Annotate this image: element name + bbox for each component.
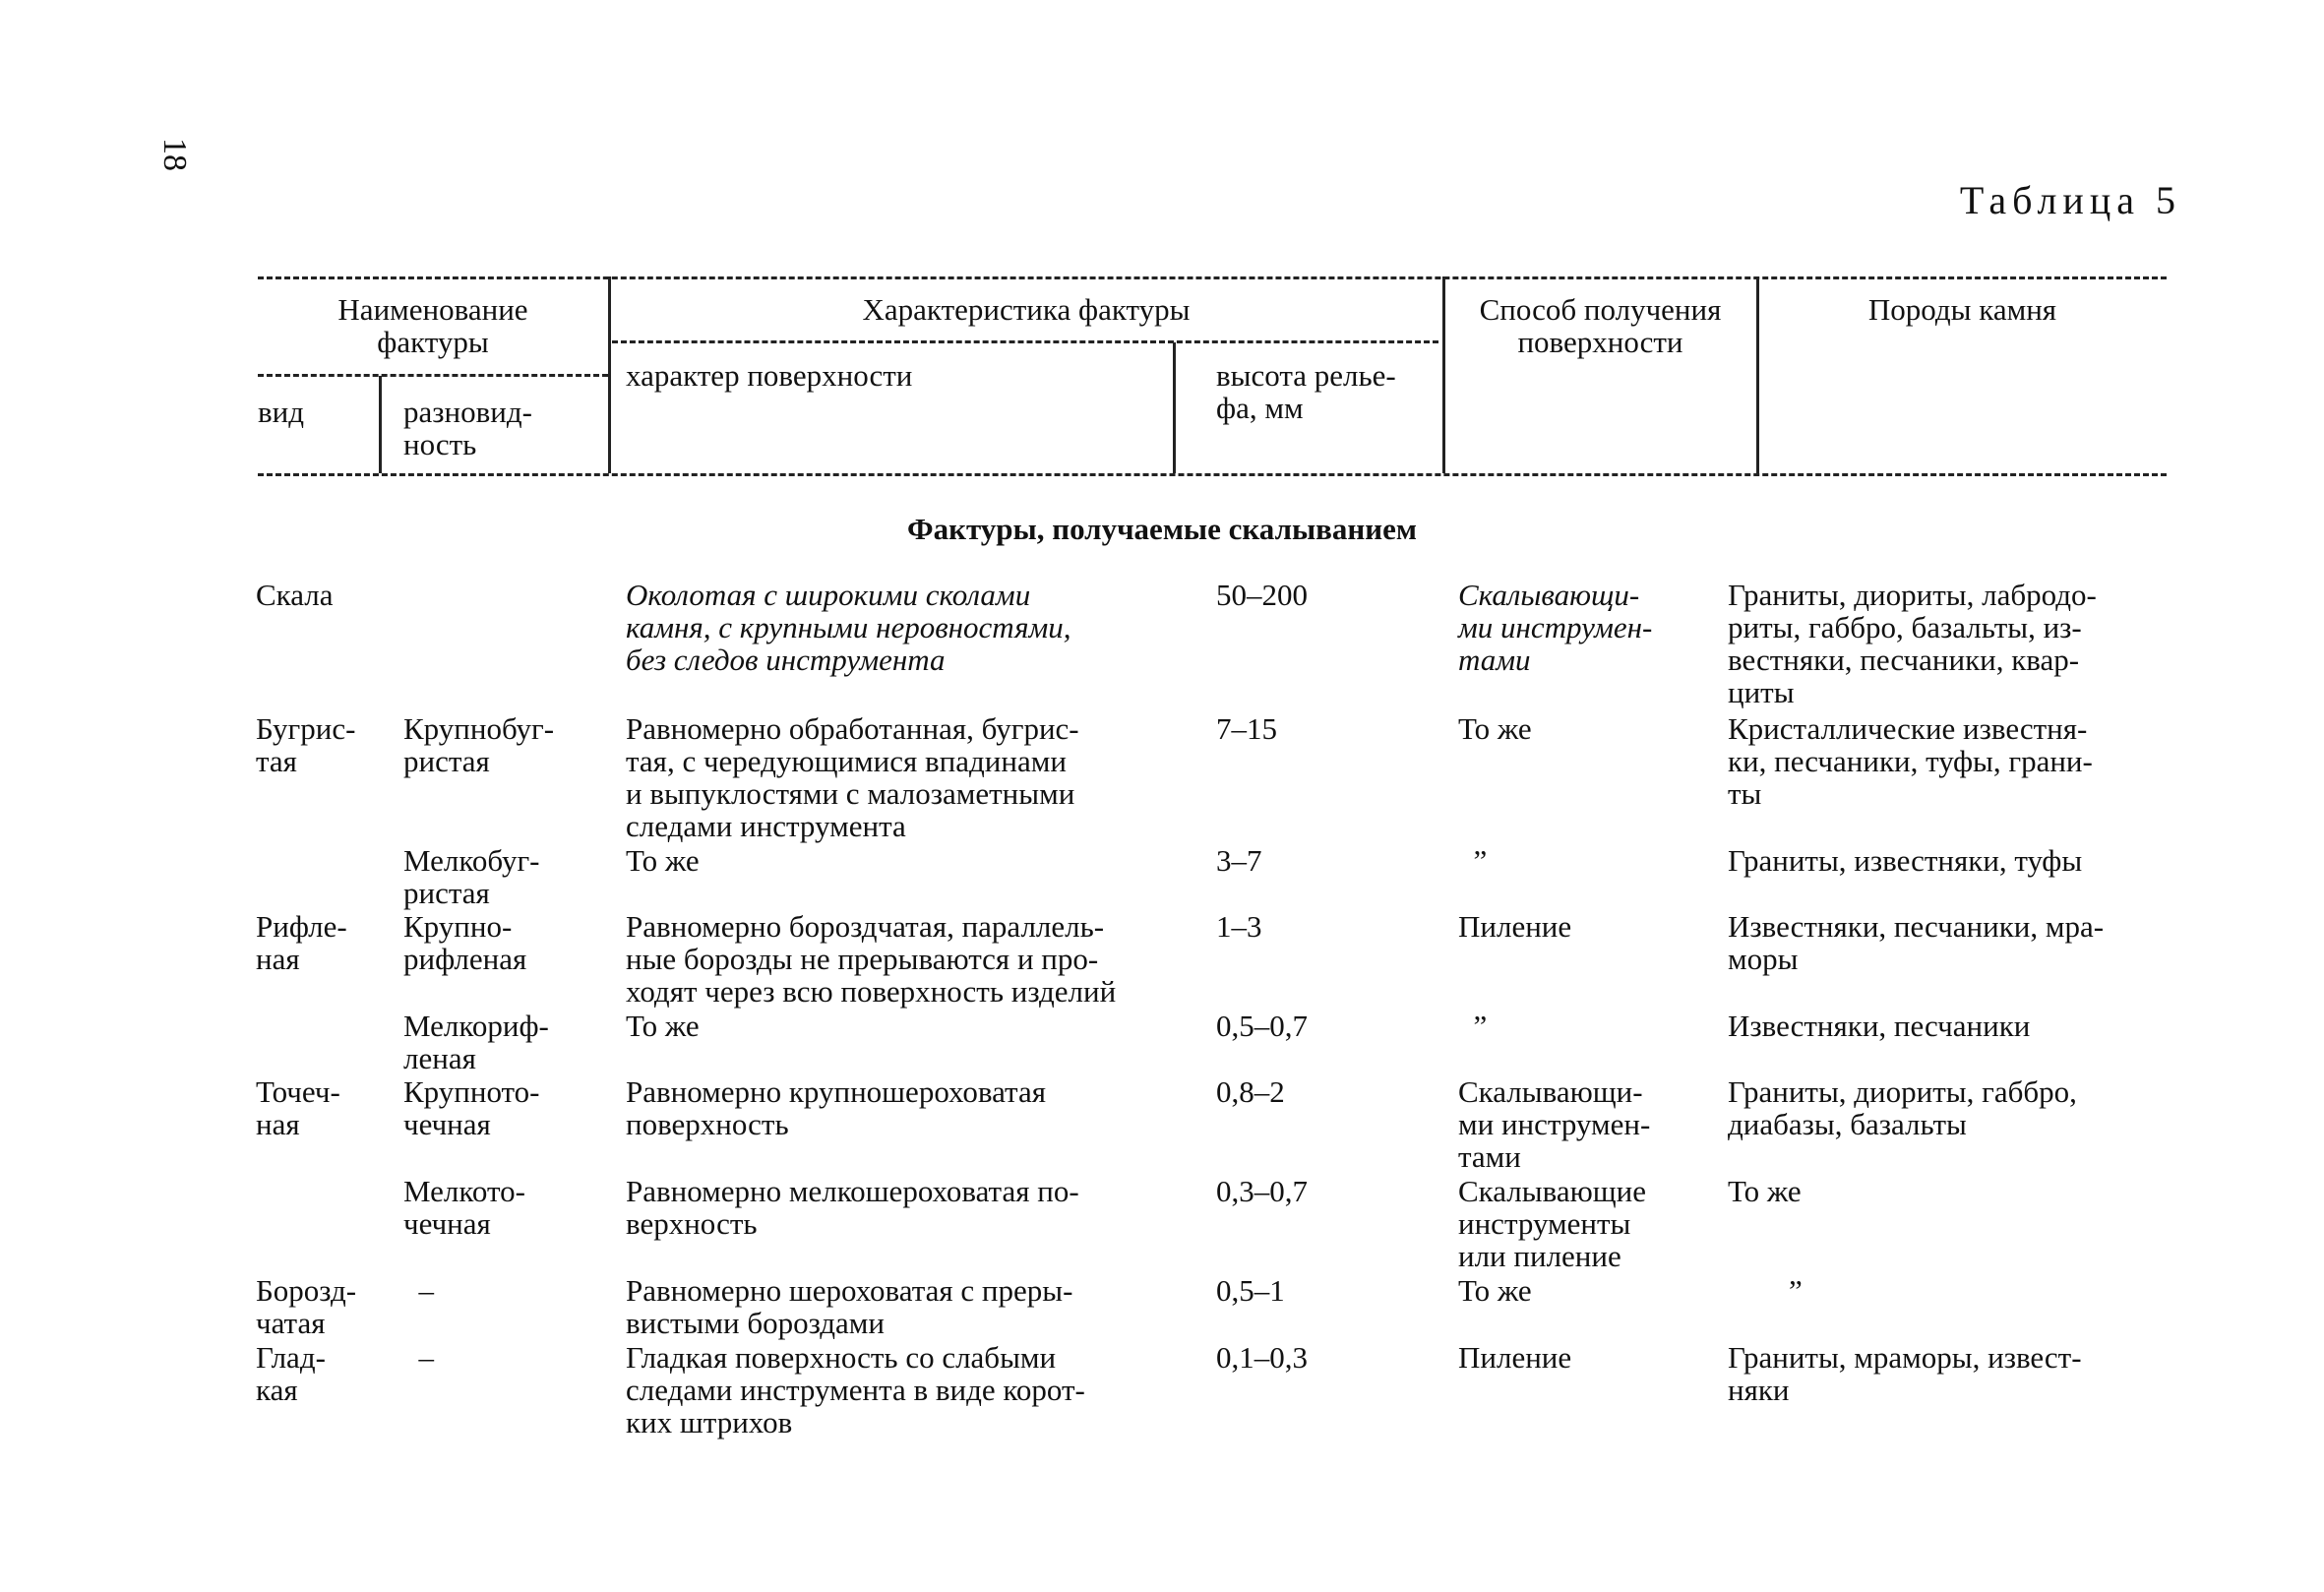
cell-variety bbox=[403, 910, 526, 975]
cell-variety-line: рифленая bbox=[403, 942, 527, 976]
header-method-line-2: поверхности bbox=[1517, 325, 1683, 359]
cell-method-line: Пиление bbox=[1458, 909, 1572, 944]
cell-stones-line: Граниты, известняки, туфы bbox=[1728, 843, 2083, 878]
cell-type bbox=[256, 1341, 326, 1406]
cell-method-line: То же bbox=[1458, 1273, 1532, 1308]
cell-variety-line: Мелкото- bbox=[403, 1174, 525, 1208]
header-divider-3 bbox=[1173, 342, 1176, 473]
cell-method-line: ми инструмен- bbox=[1458, 1107, 1651, 1141]
cell-method bbox=[1458, 1341, 1571, 1374]
cell-stones bbox=[1728, 1341, 2082, 1406]
header-type: вид bbox=[258, 395, 304, 429]
cell-type-line: чатая bbox=[256, 1306, 326, 1340]
cell-relief bbox=[1216, 712, 1277, 745]
cell-variety bbox=[403, 1274, 434, 1307]
cell-surface-line: То же bbox=[626, 1009, 700, 1043]
cell-stones bbox=[1728, 844, 2082, 877]
cell-method-line: тами bbox=[1458, 643, 1531, 677]
cell-surface-line: Равномерно мелкошероховатая по- bbox=[626, 1174, 1079, 1208]
cell-method bbox=[1458, 1075, 1650, 1173]
cell-relief-line: 0,5–1 bbox=[1216, 1273, 1285, 1308]
cell-relief bbox=[1216, 1010, 1308, 1042]
cell-relief bbox=[1216, 579, 1308, 611]
header-sub-rule-middle bbox=[612, 340, 1438, 343]
cell-surface bbox=[626, 910, 1116, 1008]
cell-type bbox=[256, 1075, 340, 1140]
cell-relief bbox=[1216, 844, 1262, 877]
cell-method bbox=[1458, 579, 1652, 676]
cell-surface-line: и выпуклостями с малозаметными bbox=[626, 776, 1075, 811]
header-method-line-1: Способ получения bbox=[1479, 292, 1722, 327]
cell-method-line: Пиление bbox=[1458, 1340, 1572, 1375]
header-relief-line-1: высота релье- bbox=[1216, 358, 1396, 393]
cell-surface-line: камня, с крупными неровностями, bbox=[626, 610, 1071, 644]
cell-type-line: кая bbox=[256, 1373, 298, 1407]
cell-variety-line: чечная bbox=[403, 1107, 491, 1141]
cell-stones bbox=[1728, 1175, 1802, 1207]
cell-type-line: Бугрис- bbox=[256, 711, 356, 746]
cell-method-line: Скалывающие bbox=[1458, 1174, 1646, 1208]
header-stones: Породы камня bbox=[1867, 292, 2057, 327]
cell-surface-line: без следов инструмента bbox=[626, 643, 946, 677]
cell-type-line: Глад- bbox=[256, 1340, 326, 1375]
cell-surface-line: тая, с чередующимися впадинами bbox=[626, 744, 1067, 778]
cell-surface-line: ходят через всю поверхность изделий bbox=[626, 974, 1117, 1009]
cell-method-line: Скалывающи- bbox=[1458, 578, 1640, 612]
cell-surface-line: Равномерно крупношероховатая bbox=[626, 1074, 1046, 1109]
cell-variety-line: Мелкобуг- bbox=[403, 843, 540, 878]
cell-method bbox=[1458, 1274, 1532, 1307]
cell-stones-line: То же bbox=[1728, 1174, 1802, 1208]
cell-stones bbox=[1728, 712, 2093, 810]
cell-surface bbox=[626, 1075, 1046, 1140]
cell-variety-line: Крупно- bbox=[403, 909, 513, 944]
cell-surface-line: То же bbox=[626, 843, 700, 878]
cell-stones-line: Граниты, диориты, габбро, bbox=[1728, 1074, 2077, 1109]
cell-method-line: То же bbox=[1458, 711, 1532, 746]
cell-surface-line: поверхность bbox=[626, 1107, 789, 1141]
cell-relief bbox=[1216, 910, 1262, 943]
cell-surface-line: следами инструмента bbox=[626, 809, 906, 843]
cell-type-line: Скала bbox=[256, 578, 334, 612]
cell-surface bbox=[626, 1010, 700, 1042]
cell-stones-line: Известняки, песчаники bbox=[1728, 1009, 2031, 1043]
cell-stones bbox=[1728, 1010, 2030, 1042]
cell-surface-line: вистыми бороздами bbox=[626, 1306, 886, 1340]
cell-variety bbox=[403, 1075, 540, 1140]
cell-surface bbox=[626, 579, 1071, 676]
cell-variety-line: Мелкориф- bbox=[403, 1009, 549, 1043]
cell-variety-line: – bbox=[403, 1340, 434, 1375]
cell-surface-line: ные борозды не прерываются и про- bbox=[626, 942, 1099, 976]
cell-variety-line: чечная bbox=[403, 1206, 491, 1241]
cell-surface bbox=[626, 712, 1079, 842]
header-relief bbox=[1216, 359, 1396, 424]
cell-stones-line: ” bbox=[1728, 1273, 1803, 1308]
cell-type-line: Точеч- bbox=[256, 1074, 340, 1109]
cell-stones-line: диабазы, базальты bbox=[1728, 1107, 1967, 1141]
cell-relief-line: 7–15 bbox=[1216, 711, 1277, 746]
table-title: Таблица 5 bbox=[1959, 178, 2181, 222]
cell-type bbox=[256, 579, 334, 611]
cell-surface-line: Околотая с широкими сколами bbox=[626, 578, 1031, 612]
cell-method bbox=[1458, 1175, 1646, 1272]
cell-relief-line: 1–3 bbox=[1216, 909, 1262, 944]
cell-method-line: ” bbox=[1458, 1009, 1488, 1043]
cell-surface-line: следами инструмента в виде корот- bbox=[626, 1373, 1085, 1407]
header-name-line-1: Наименование bbox=[337, 292, 528, 327]
header-name-line-2: фактуры bbox=[377, 325, 489, 359]
cell-method-line: или пиление bbox=[1458, 1239, 1621, 1273]
cell-relief-line: 50–200 bbox=[1216, 578, 1308, 612]
cell-type-line: Борозд- bbox=[256, 1273, 357, 1308]
header-characteristic-group: Характеристика фактуры bbox=[862, 292, 1191, 327]
cell-method bbox=[1458, 844, 1487, 877]
cell-stones-line: Известняки, песчаники, мра- bbox=[1728, 909, 2105, 944]
cell-variety bbox=[403, 1175, 525, 1240]
cell-relief-line: 0,3–0,7 bbox=[1216, 1174, 1308, 1208]
cell-surface-line: ких штрихов bbox=[626, 1405, 793, 1439]
cell-relief bbox=[1216, 1175, 1308, 1207]
cell-stones bbox=[1728, 1274, 1803, 1307]
cell-stones-line: Граниты, мраморы, извест- bbox=[1728, 1340, 2082, 1375]
cell-method-line: тами bbox=[1458, 1139, 1521, 1174]
cell-stones-line: Граниты, диориты, лабродо- bbox=[1728, 578, 2097, 612]
cell-surface-line: Равномерно бороздчатая, параллель- bbox=[626, 909, 1105, 944]
page-number: 18 bbox=[156, 138, 193, 171]
cell-surface-line: верхность bbox=[626, 1206, 758, 1241]
cell-type-line: ная bbox=[256, 1107, 300, 1141]
cell-stones-line: вестняки, песчаники, квар- bbox=[1728, 643, 2080, 677]
header-top-rule bbox=[258, 276, 2167, 279]
cell-surface-line: Равномерно шероховатая с преры- bbox=[626, 1273, 1073, 1308]
cell-variety-line: Крупнобуг- bbox=[403, 711, 555, 746]
cell-relief-line: 0,8–2 bbox=[1216, 1074, 1285, 1109]
cell-variety-line: леная bbox=[403, 1041, 476, 1075]
cell-stones-line: риты, габбро, базальты, из- bbox=[1728, 610, 2082, 644]
header-variety-line-2: ность bbox=[403, 427, 477, 461]
cell-type bbox=[256, 712, 355, 777]
cell-variety-line: ристая bbox=[403, 876, 490, 910]
header-relief-line-2: фа, мм bbox=[1216, 391, 1304, 425]
cell-relief-line: 3–7 bbox=[1216, 843, 1262, 878]
cell-variety-line: – bbox=[403, 1273, 434, 1308]
cell-variety-line: ристая bbox=[403, 744, 490, 778]
cell-variety bbox=[403, 1010, 549, 1074]
cell-stones-line: циты bbox=[1728, 675, 1795, 709]
cell-type bbox=[256, 910, 347, 975]
cell-stones-line: моры bbox=[1728, 942, 1799, 976]
cell-type-line: Рифле- bbox=[256, 909, 347, 944]
header-sub-rule-left bbox=[258, 374, 608, 377]
cell-stones bbox=[1728, 1075, 2077, 1140]
cell-surface-line: Гладкая поверхность со слабыми bbox=[626, 1340, 1057, 1375]
header-divider-1 bbox=[379, 376, 382, 473]
cell-relief-line: 0,5–0,7 bbox=[1216, 1009, 1308, 1043]
cell-surface bbox=[626, 844, 700, 877]
cell-method-line: ми инструмен- bbox=[1458, 610, 1653, 644]
cell-surface-line: Равномерно обработанная, бугрис- bbox=[626, 711, 1079, 746]
header-name-group bbox=[258, 293, 608, 358]
cell-method bbox=[1458, 910, 1571, 943]
cell-type bbox=[256, 1274, 356, 1339]
header-surface: характер поверхности bbox=[626, 358, 913, 393]
cell-stones-line: Кристаллические известня- bbox=[1728, 711, 2088, 746]
header-bottom-rule bbox=[258, 473, 2167, 476]
cell-stones bbox=[1728, 910, 2104, 975]
cell-variety-line: Крупното- bbox=[403, 1074, 540, 1109]
cell-relief bbox=[1216, 1075, 1285, 1108]
cell-stones-line: ки, песчаники, туфы, грани- bbox=[1728, 744, 2093, 778]
cell-stones-line: няки bbox=[1728, 1373, 1790, 1407]
cell-variety bbox=[403, 712, 554, 777]
cell-variety bbox=[403, 844, 540, 909]
cell-method-line: ” bbox=[1458, 843, 1488, 878]
header-variety-line-1: разновид- bbox=[403, 395, 532, 429]
cell-relief bbox=[1216, 1341, 1308, 1374]
header-method bbox=[1444, 293, 1756, 358]
cell-method bbox=[1458, 1010, 1487, 1042]
cell-method-line: Скалывающи- bbox=[1458, 1074, 1643, 1109]
cell-stones-line: ты bbox=[1728, 776, 1762, 811]
cell-relief bbox=[1216, 1274, 1285, 1307]
cell-type-line: ная bbox=[256, 942, 300, 976]
cell-relief-line: 0,1–0,3 bbox=[1216, 1340, 1308, 1375]
cell-type-line: тая bbox=[256, 744, 297, 778]
cell-surface bbox=[626, 1341, 1085, 1439]
cell-stones bbox=[1728, 579, 2097, 708]
cell-method-line: инструменты bbox=[1458, 1206, 1631, 1241]
cell-variety bbox=[403, 1341, 434, 1374]
cell-method bbox=[1458, 712, 1532, 745]
section-title: Фактуры, получаемые скалыванием bbox=[906, 512, 1418, 546]
cell-surface bbox=[626, 1274, 1072, 1339]
cell-surface bbox=[626, 1175, 1079, 1240]
header-variety bbox=[403, 396, 532, 460]
